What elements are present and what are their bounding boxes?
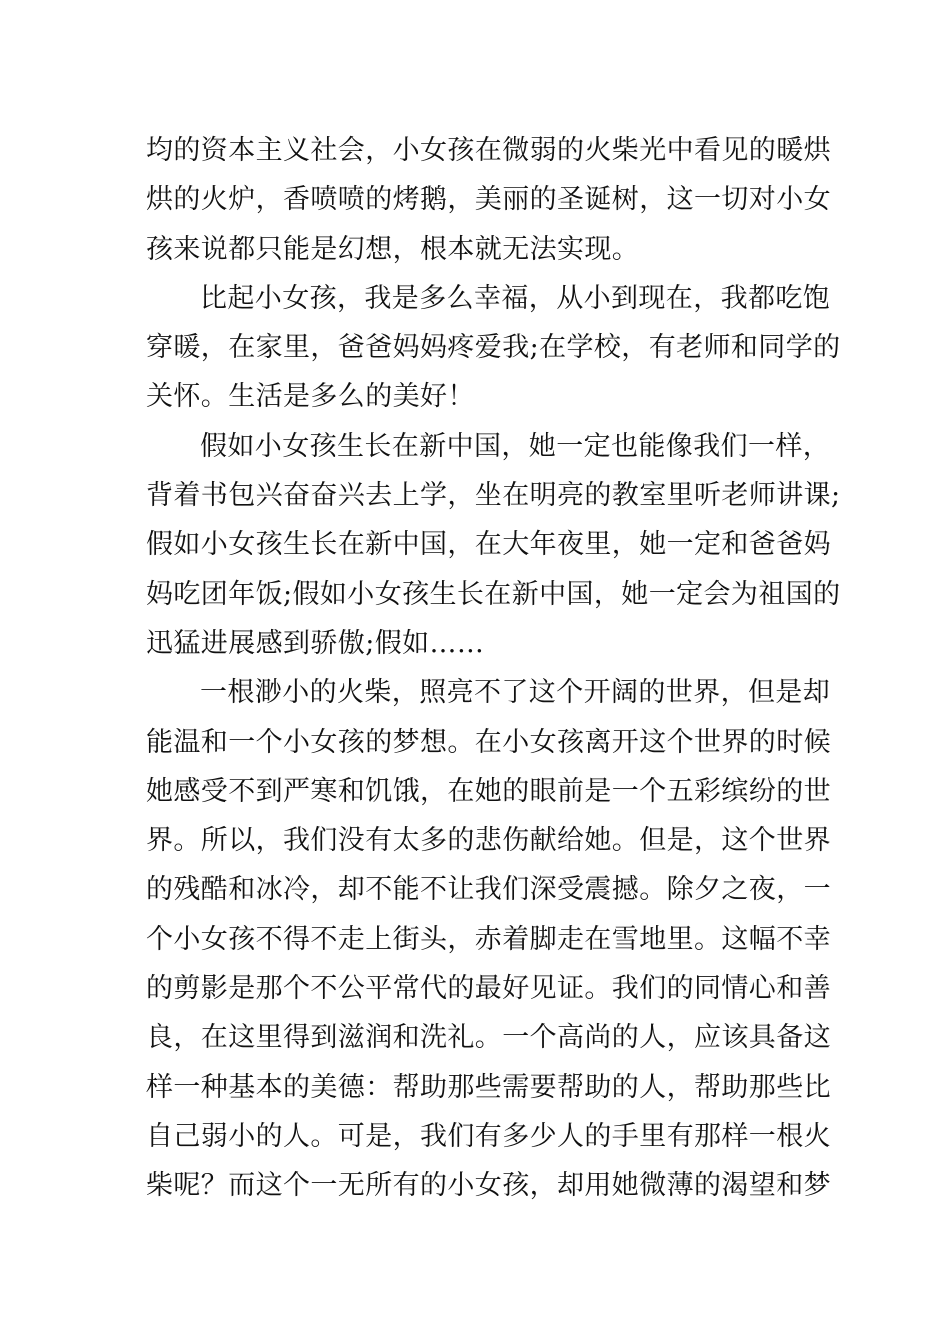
paragraph-3 [146,422,841,668]
text-line: 自己弱小的人。可是，我们有多少人的手里有那样一根火 [146,1120,831,1152]
text-line: 穿暖，在家里，爸爸妈妈疼爱我;在学校，有老师和同学的 [146,332,841,364]
text-line: 均的资本主义社会，小女孩在微弱的火柴光中看见的暖烘 [146,135,831,166]
text-line: 关怀。生活是多么的美好！ [146,381,475,413]
text-line: 烘的火炉，香喷喷的烤鹅，美丽的圣诞树，这一切对小女 [146,184,831,216]
text-line: 的剪影是那个不公平常代的最好见证。我们的同情心和善 [146,973,831,1005]
text-line: 妈吃团年饭;假如小女孩生长在新中国，她一定会为祖国的 [146,578,841,610]
text-line: 的残酷和冰冷，却不能不让我们深受震撼。除夕之夜，一 [146,874,831,906]
text-line: 个小女孩不得不走上街头，赤着脚走在雪地里。这幅不幸 [146,923,831,955]
text-line: 良，在这里得到滋润和洗礼。一个高尚的人，应该具备这 [146,1022,831,1054]
text-line: 一根渺小的火柴，照亮不了这个开阔的世界，但是却 [200,677,831,709]
paragraph-1 [146,126,831,274]
body-text [146,126,841,1211]
paragraph-4 [146,668,831,1210]
text-line: 假如小女孩生长在新中国，她一定也能像我们一样， [200,430,831,462]
text-line: 能温和一个小女孩的梦想。在小女孩离开这个世界的时候 [146,726,831,758]
text-line: 迅猛进展感到骄傲;假如…… [146,627,485,659]
text-line: 假如小女孩生长在新中国，在大年夜里，她一定和爸爸妈 [146,529,831,561]
text-line: 样一种基本的美德：帮助那些需要帮助的人，帮助那些比 [146,1071,831,1103]
paragraph-2 [146,274,841,422]
text-line: 比起小女孩，我是多么幸福，从小到现在，我都吃饱 [200,282,831,314]
text-line: 孩来说都只能是幻想，根本就无法实现。 [146,233,640,265]
text-line: 背着书包兴奋奋兴去上学，坐在明亮的教室里听老师讲课; [146,480,841,512]
text-line: 她感受不到严寒和饥饿，在她的眼前是一个五彩缤纷的世 [146,775,831,807]
text-line: 界。所以，我们没有太多的悲伤献给她。但是，这个世界 [146,825,831,857]
text-line: 柴呢？而这个一无所有的小女孩，却用她微薄的渴望和梦 [146,1170,831,1202]
